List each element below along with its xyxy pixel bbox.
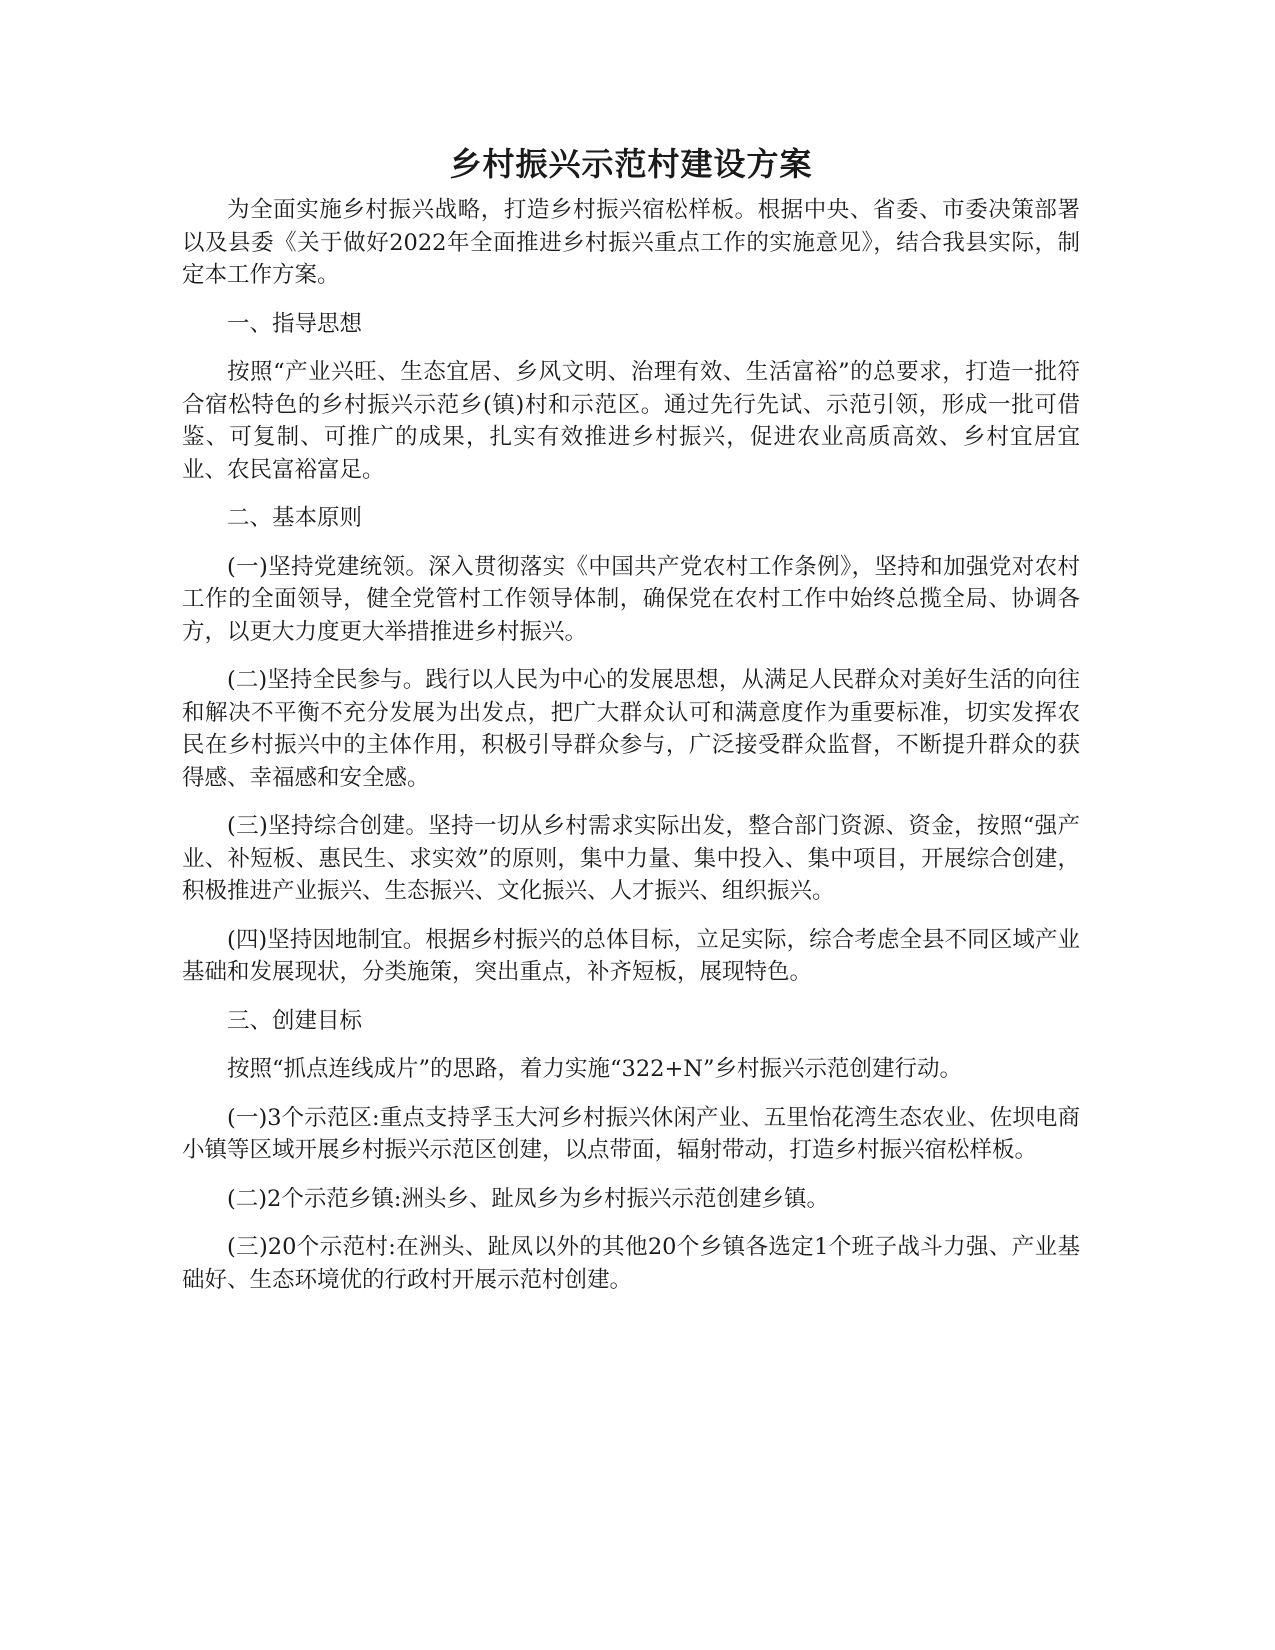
body-paragraph: (二)2个示范乡镇:洲头乡、趾凤乡为乡村振兴示范创建乡镇。: [227, 1185, 829, 1212]
body-paragraph: (一)坚持党建统领。深入贯彻落实《中国共产党农村工作条例》，坚持和加强党对农村工作的全面领导，健全党管村工作领导体制，确保党在农村工作中始终总揽全局、协调各方，以更大力度更大举措推进乡村振兴。: [182, 553, 1080, 645]
section-heading: 二、基本原则: [227, 505, 363, 531]
body-paragraph: (二)坚持全民参与。践行以人民为中心的发展思想，从满足人民群众对美好生活的向往和解决不平衡不充分发展为出发点，把广大群众认可和满意度作为重要标准，切实发挥农民在乡村振兴中的主体作用，积极引导群众参与，广泛接受群众监督，不断提升群众的获得感、幸福感和安全感。: [182, 667, 1080, 791]
body-paragraph: (三)20个示范村:在洲头、趾凤以外的其他20个乡镇各选定1个班子战斗力强、产业基础好、生态环境优的行政村开展示范村创建。: [182, 1234, 1080, 1293]
body-paragraph: 按照“产业兴旺、生态宜居、乡风文明、治理有效、生活富裕”的总要求，打造一批符合宿松特色的乡村振兴示范乡(镇)村和示范区。通过先行先试、示范引领，形成一批可借鉴、可复制、可推广的成果，扎实有效推进乡村振兴，促进农业高质高效、乡村宜居宜业、农民富裕富足。: [182, 359, 1080, 483]
body-paragraph: (四)坚持因地制宜。根据乡村振兴的总体目标，立足实际，综合考虑全县不同区域产业基础和发展现状，分类施策，突出重点，补齐短板，展现特色。: [182, 926, 1080, 985]
body-paragraph: 为全面实施乡村振兴战略，打造乡村振兴宿松样板。根据中央、省委、市委决策部署以及县委《关于做好2022年全面推进乡村振兴重点工作的实施意见》，结合我县实际，制定本工作方案。: [182, 197, 1080, 288]
section-heading: 三、创建目标: [227, 1007, 363, 1034]
body-paragraph: 按照“抓点连线成片”的思路，着力实施“322+N”乡村振兴示范创建行动。: [227, 1056, 962, 1082]
document-body: [182, 194, 1080, 1296]
body-paragraph: (一)3个示范区:重点支持孚玉大河乡村振兴休闲产业、五里怡花湾生态农业、佐坝电商小镇等区域开展乡村振兴示范区创建，以点带面，辐射带动，打造乡村振兴宿松样板。: [182, 1104, 1080, 1163]
body-paragraph: (三)坚持综合创建。坚持一切从乡村需求实际出发，整合部门资源、资金，按照“强产业、补短板、惠民生、求实效”的原则，集中力量、集中投入、集中项目，开展综合创建，积极推进产业振兴、生态振兴、文化振兴、人才振兴、组织振兴。: [182, 813, 1080, 904]
section-heading: 一、指导思想: [227, 310, 363, 337]
document-page: [182, 140, 1080, 1312]
document-title: 乡村振兴示范村建设方案: [449, 145, 813, 183]
